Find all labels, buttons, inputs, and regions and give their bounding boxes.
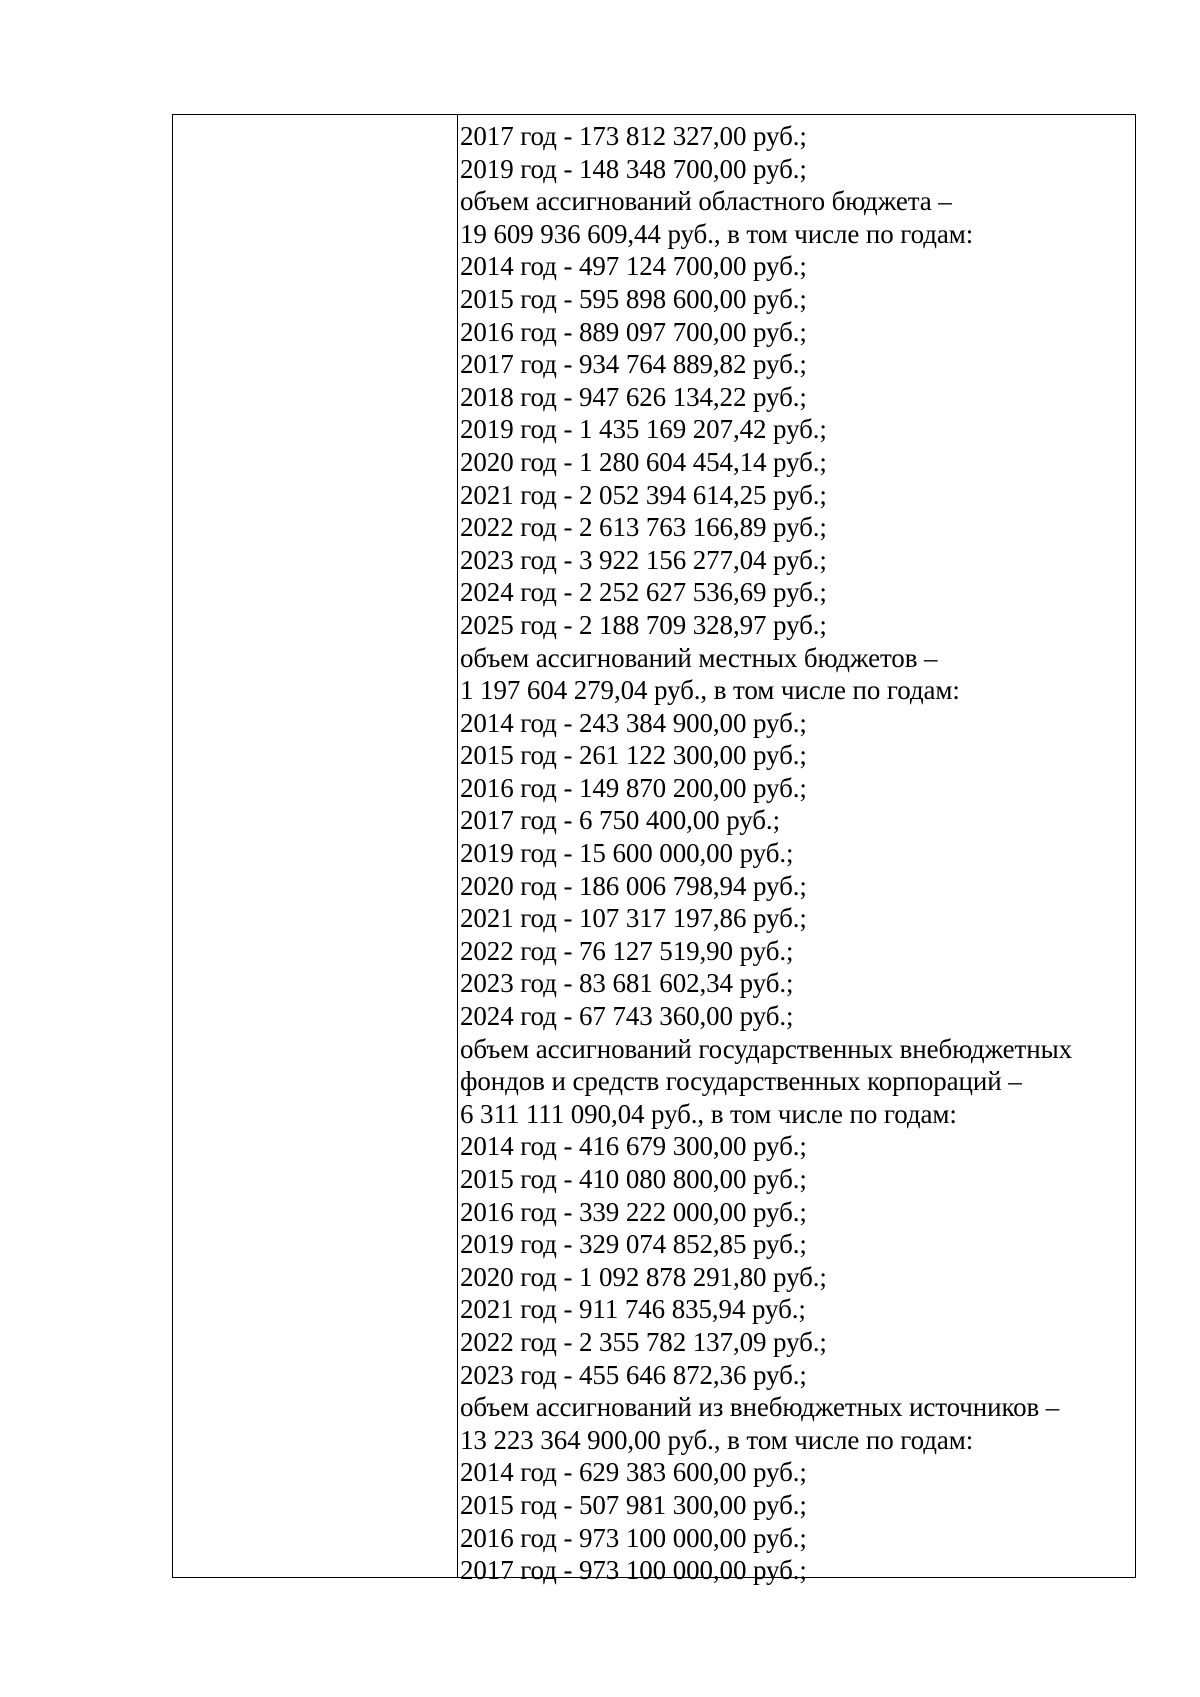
funding-table <box>172 114 1136 1586</box>
funding-line: 2019 год - 15 600 000,00 руб.; <box>460 838 794 869</box>
funding-line: 2014 год - 243 384 900,00 руб.; <box>460 707 807 738</box>
funding-line: 2015 год - 507 981 300,00 руб.; <box>460 1489 807 1520</box>
funding-line: 2019 год - 1 435 169 207,42 руб.; <box>460 414 827 445</box>
funding-line: объем ассигнований государственных внебюджетных <box>460 1033 1073 1064</box>
funding-line: 2017 год - 934 764 889,82 руб.; <box>460 349 807 380</box>
funding-line: 2016 год - 973 100 000,00 руб.; <box>460 1522 807 1553</box>
table-left-cell <box>173 115 458 1577</box>
funding-line: фондов и средств государственных корпораций – <box>460 1066 1022 1097</box>
funding-line: объем ассигнований местных бюджетов – <box>460 642 938 673</box>
funding-line: 2016 год - 339 222 000,00 руб.; <box>460 1196 807 1227</box>
funding-line: 2019 год - 329 074 852,85 руб.; <box>460 1229 807 1260</box>
funding-line: 2014 год - 497 124 700,00 руб.; <box>460 251 807 282</box>
funding-line: 2015 год - 595 898 600,00 руб.; <box>460 283 807 314</box>
funding-line: 1 197 604 279,04 руб., в том числе по годам: <box>460 675 960 706</box>
funding-line: 2016 год - 149 870 200,00 руб.; <box>460 772 807 803</box>
funding-line: 19 609 936 609,44 руб., в том числе по годам: <box>460 218 974 249</box>
funding-line: 2021 год - 911 746 835,94 руб.; <box>460 1294 806 1325</box>
funding-line: 2025 год - 2 188 709 328,97 руб.; <box>460 609 827 640</box>
funding-line: 13 223 364 900,00 руб., в том числе по годам: <box>460 1424 974 1455</box>
funding-line: 2022 год - 76 127 519,90 руб.; <box>460 935 794 966</box>
funding-line: 2017 год - 6 750 400,00 руб.; <box>460 805 780 836</box>
funding-line: 2021 год - 107 317 197,86 руб.; <box>460 903 807 934</box>
funding-line: 2024 год - 67 743 360,00 руб.; <box>460 1001 794 1032</box>
funding-line: 2020 год - 1 092 878 291,80 руб.; <box>460 1261 827 1292</box>
funding-line: 2015 год - 410 080 800,00 руб.; <box>460 1164 807 1194</box>
funding-line: 2014 год - 416 679 300,00 руб.; <box>460 1131 807 1162</box>
funding-line: 2023 год - 83 681 602,34 руб.; <box>460 968 794 999</box>
funding-line: 2022 год - 2 613 763 166,89 руб.; <box>460 512 827 543</box>
funding-line: 2017 год - 973 100 000,00 руб.; <box>460 1555 807 1586</box>
funding-line: 2015 год - 261 122 300,00 руб.; <box>460 740 807 771</box>
funding-line: 2018 год - 947 626 134,22 руб.; <box>460 381 807 412</box>
table-right-cell <box>458 115 1135 1586</box>
funding-line: 2019 год - 148 348 700,00 руб.; <box>460 153 807 184</box>
funding-line: 2017 год - 173 812 327,00 руб.; <box>460 121 807 151</box>
funding-line: 2020 год - 1 280 604 454,14 руб.; <box>460 446 827 477</box>
funding-line: 2016 год - 889 097 700,00 руб.; <box>460 316 807 347</box>
funding-line: 2021 год - 2 052 394 614,25 руб.; <box>460 479 827 510</box>
funding-line: объем ассигнований из внебюджетных источников – <box>460 1392 1060 1423</box>
funding-line: 2014 год - 629 383 600,00 руб.; <box>460 1457 807 1488</box>
funding-line: 2022 год - 2 355 782 137,09 руб.; <box>460 1326 827 1357</box>
funding-line: 6 311 111 090,04 руб., в том числе по годам: <box>460 1098 957 1129</box>
funding-line: 2024 год - 2 252 627 536,69 руб.; <box>460 577 827 608</box>
funding-line: объем ассигнований областного бюджета – <box>460 186 952 217</box>
funding-line: 2023 год - 3 922 156 277,04 руб.; <box>460 544 827 575</box>
funding-line: 2020 год - 186 006 798,94 руб.; <box>460 870 807 901</box>
funding-line: 2023 год - 455 646 872,36 руб.; <box>460 1359 807 1390</box>
